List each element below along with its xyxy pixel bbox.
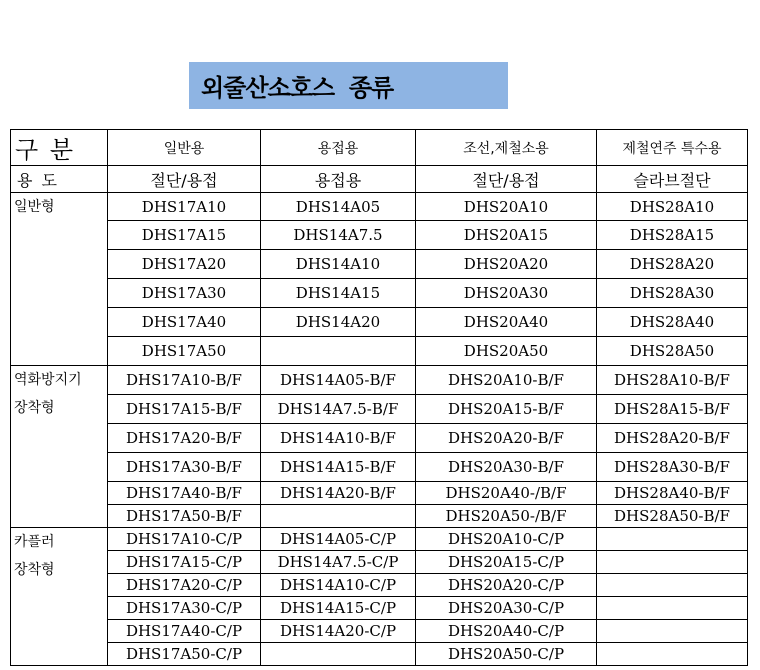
model-cell: DHS14A20 xyxy=(261,308,416,337)
model-cell xyxy=(261,505,416,528)
model-cell: DHS17A10 xyxy=(108,193,261,221)
category-label-line: 장착형 xyxy=(14,400,55,416)
table-row xyxy=(11,250,748,279)
model-cell: DHS14A10-B/F xyxy=(261,424,416,453)
usage-label: 용 도 xyxy=(11,166,108,193)
model-cell: DHS17A50-C/P xyxy=(108,643,261,666)
model-cell: DHS20A15 xyxy=(416,221,597,250)
header-general: 일반용 xyxy=(108,130,261,166)
usage-general: 절단/용접 xyxy=(108,166,261,193)
model-cell: DHS28A30 xyxy=(597,279,748,308)
model-cell: DHS14A10 xyxy=(261,250,416,279)
model-cell: DHS14A05 xyxy=(261,193,416,221)
model-cell: DHS17A50 xyxy=(108,337,261,366)
category-label-line: 역화방지기 xyxy=(14,372,82,388)
model-cell xyxy=(597,574,748,597)
model-cell: DHS14A15-C/P xyxy=(261,597,416,620)
table-row xyxy=(11,528,748,551)
model-cell: DHS28A10 xyxy=(597,193,748,221)
model-cell: DHS28A20 xyxy=(597,250,748,279)
model-cell: DHS17A15-B/F xyxy=(108,395,261,424)
model-cell: DHS20A20 xyxy=(416,250,597,279)
model-cell: DHS17A15-C/P xyxy=(108,551,261,574)
model-cell: DHS17A50-B/F xyxy=(108,505,261,528)
model-cell: DHS14A20-B/F xyxy=(261,482,416,505)
header-row xyxy=(11,130,748,166)
model-cell: DHS20A30-C/P xyxy=(416,597,597,620)
category-flashback-type xyxy=(11,366,108,528)
model-cell: DHS14A05-C/P xyxy=(261,528,416,551)
model-cell: DHS17A20 xyxy=(108,250,261,279)
table-row xyxy=(11,482,748,505)
model-cell: DHS17A20-C/P xyxy=(108,574,261,597)
table-row xyxy=(11,279,748,308)
category-coupler-type xyxy=(11,528,108,666)
model-cell: DHS14A05-B/F xyxy=(261,366,416,395)
model-cell: DHS28A20-B/F xyxy=(597,424,748,453)
category-label-line: 장착형 xyxy=(14,562,55,578)
model-cell: DHS28A15 xyxy=(597,221,748,250)
model-cell: DHS20A40-/B/F xyxy=(416,482,597,505)
model-cell: DHS14A15-B/F xyxy=(261,453,416,482)
model-cell: DHS28A50-B/F xyxy=(597,505,748,528)
model-cell: DHS14A7.5-C/P xyxy=(261,551,416,574)
table-row xyxy=(11,193,748,221)
model-cell: DHS28A10-B/F xyxy=(597,366,748,395)
model-cell: DHS14A7.5-B/F xyxy=(261,395,416,424)
model-cell: DHS20A50 xyxy=(416,337,597,366)
table-row xyxy=(11,574,748,597)
model-cell xyxy=(261,643,416,666)
table-row xyxy=(11,221,748,250)
model-cell: DHS17A40 xyxy=(108,308,261,337)
category-label: 일반형 xyxy=(14,199,55,215)
table-row xyxy=(11,597,748,620)
model-cell: DHS17A30-C/P xyxy=(108,597,261,620)
table-row xyxy=(11,505,748,528)
table-row xyxy=(11,337,748,366)
model-cell: DHS17A10-B/F xyxy=(108,366,261,395)
model-cell: DHS20A30 xyxy=(416,279,597,308)
model-cell: DHS20A15-C/P xyxy=(416,551,597,574)
model-cell xyxy=(597,551,748,574)
usage-shipbuilding: 절단/용접 xyxy=(416,166,597,193)
title-banner xyxy=(189,62,508,109)
table-row xyxy=(11,551,748,574)
header-shipbuilding: 조선,제철소용 xyxy=(416,130,597,166)
model-cell xyxy=(261,337,416,366)
model-cell: DHS20A40 xyxy=(416,308,597,337)
model-cell xyxy=(597,620,748,643)
category-general-type xyxy=(11,193,108,366)
model-cell: DHS14A15 xyxy=(261,279,416,308)
model-cell: DHS14A7.5 xyxy=(261,221,416,250)
model-cell: DHS17A30 xyxy=(108,279,261,308)
model-cell: DHS14A20-C/P xyxy=(261,620,416,643)
model-cell: DHS20A10 xyxy=(416,193,597,221)
usage-welding: 용접용 xyxy=(261,166,416,193)
header-label: 구 분 xyxy=(11,130,108,166)
table-row xyxy=(11,620,748,643)
model-cell: DHS20A10-B/F xyxy=(416,366,597,395)
model-cell: DHS20A20-B/F xyxy=(416,424,597,453)
usage-steel-special: 슬라브절단 xyxy=(597,166,748,193)
model-cell xyxy=(597,528,748,551)
model-cell: DHS20A30-B/F xyxy=(416,453,597,482)
model-cell: DHS14A10-C/P xyxy=(261,574,416,597)
page-title: 외줄산소호스 종류 xyxy=(201,74,394,102)
model-cell: DHS17A20-B/F xyxy=(108,424,261,453)
table-row xyxy=(11,424,748,453)
model-cell: DHS20A20-C/P xyxy=(416,574,597,597)
model-cell: DHS20A10-C/P xyxy=(416,528,597,551)
model-cell: DHS20A15-B/F xyxy=(416,395,597,424)
header-welding: 용접용 xyxy=(261,130,416,166)
table-row xyxy=(11,453,748,482)
category-label-line: 카플러 xyxy=(14,534,55,550)
header-steel-special: 제철연주 특수용 xyxy=(597,130,748,166)
table-row xyxy=(11,308,748,337)
model-cell: DHS17A40-B/F xyxy=(108,482,261,505)
model-cell: DHS17A30-B/F xyxy=(108,453,261,482)
model-cell: DHS17A10-C/P xyxy=(108,528,261,551)
model-cell: DHS17A40-C/P xyxy=(108,620,261,643)
table-row xyxy=(11,366,748,395)
model-cell: DHS28A40 xyxy=(597,308,748,337)
model-cell: DHS28A15-B/F xyxy=(597,395,748,424)
table-row xyxy=(11,643,748,666)
model-cell: DHS20A50-/B/F xyxy=(416,505,597,528)
usage-row xyxy=(11,166,748,193)
model-cell: DHS17A15 xyxy=(108,221,261,250)
model-cell: DHS20A50-C/P xyxy=(416,643,597,666)
model-cell: DHS28A40-B/F xyxy=(597,482,748,505)
model-cell: DHS20A40-C/P xyxy=(416,620,597,643)
model-cell xyxy=(597,643,748,666)
table-row xyxy=(11,395,748,424)
hose-type-table xyxy=(10,129,748,666)
model-cell: DHS28A50 xyxy=(597,337,748,366)
model-cell xyxy=(597,597,748,620)
model-cell: DHS28A30-B/F xyxy=(597,453,748,482)
